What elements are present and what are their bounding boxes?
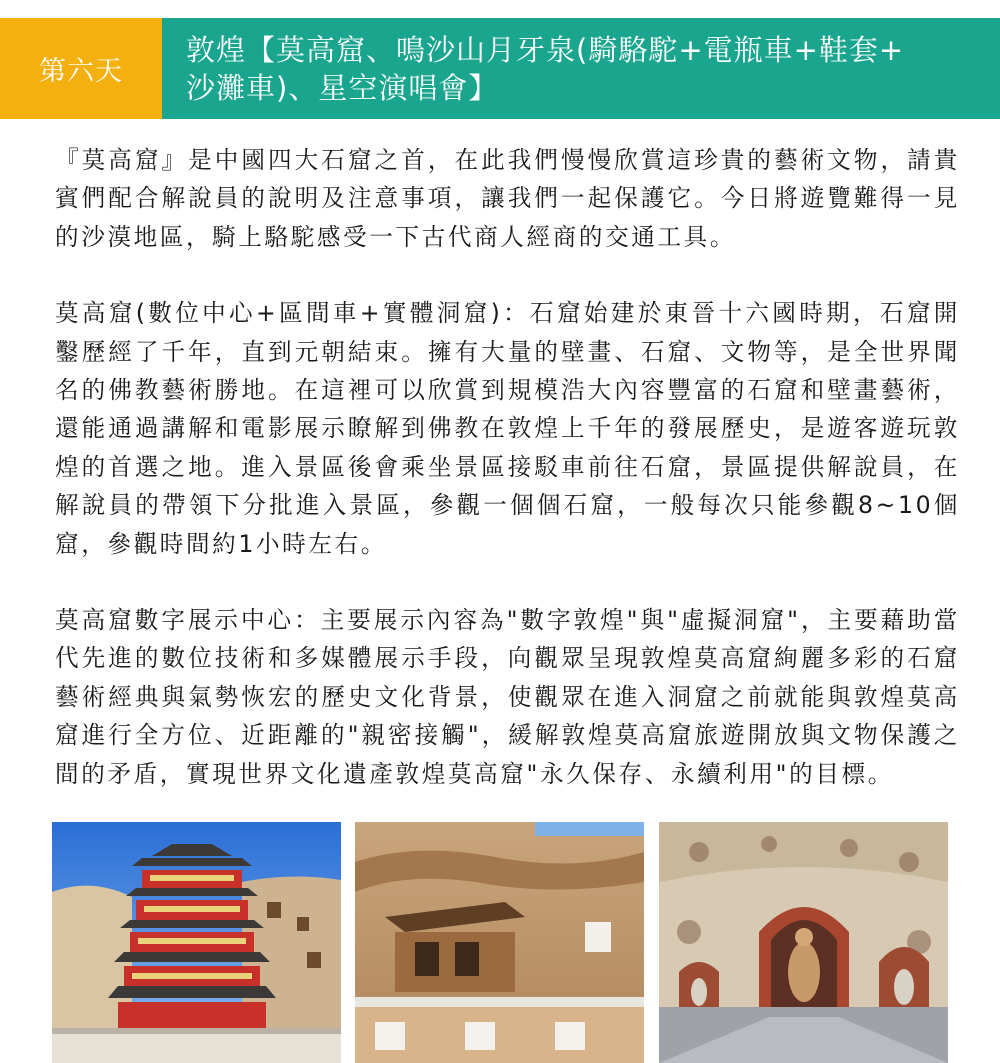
- day-badge: [0, 18, 162, 119]
- itinerary-title-line1: 敦煌【莫高窟、鳴沙山月牙泉(騎駱駝+電瓶車+鞋套+: [186, 32, 905, 67]
- itinerary-body: [55, 141, 960, 831]
- pagoda-photo: [52, 822, 341, 1063]
- cave-interior-photo: [659, 822, 948, 1063]
- itinerary-title-line2: 沙灘車)、星空演唱會】: [186, 70, 499, 105]
- itinerary-title: [186, 31, 904, 107]
- day-label: 第六天: [39, 56, 123, 87]
- digital-center-paragraph: 莫高窟數字展示中心：主要展示內容為"數字敦煌"與"虛擬洞窟"，主要藉助當代先進的數位技術和多媒體展示手段，向觀眾呈現敦煌莫高窟絢麗多彩的石窟藝術經典與氣勢恢宏的歷史文化背景，使觀眾在進入洞窟之前就能與敦煌莫高窟進行全方位、近距離的"親密接觸"，緩解敦煌莫高窟旅遊開放與文物保護之間的矛盾，實現世界文化遺產敦煌莫高窟"永久保存、永續利用"的目標。: [55, 606, 960, 788]
- mogao-paragraph: 莫高窟(數位中心+區間車+實體洞窟)：石窟始建於東晉十六國時期，石窟開鑿歷經了千年，直到元朝結束。擁有大量的壁畫、石窟、文物等，是全世界聞名的佛教藝術勝地。在這裡可以欣賞到規模浩大內容豐富的石窟和壁畫藝術，還能通過講解和電影展示瞭解到佛教在敦煌上千年的發展歷史，是遊客遊玩敦煌的首選之地。進入景區後會乘坐景區接駁車前往石窟，景區提供解說員，在解說員的帶領下分批進入景區，參觀一個個石窟，一般每次只能參觀8~10個窟，參觀時間約1小時左右。: [55, 299, 960, 558]
- cave-interior-image: [659, 822, 948, 1063]
- cliff-caves-image: [355, 822, 644, 1063]
- intro-paragraph: 『莫高窟』是中國四大石窟之首，在此我們慢慢欣賞這珍貴的藝術文物，請貴賓們配合解說員的說明及注意事項，讓我們一起保護它。今日將遊覽難得一見的沙漠地區，騎上駱駝感受一下古代商人經商的交通工具。: [55, 146, 960, 251]
- pagoda-image: [52, 822, 341, 1063]
- itinerary-title-bar: [162, 18, 1000, 119]
- cliff-caves-photo: [355, 822, 644, 1063]
- photo-strip: [52, 822, 948, 1063]
- day-header: [0, 18, 1000, 119]
